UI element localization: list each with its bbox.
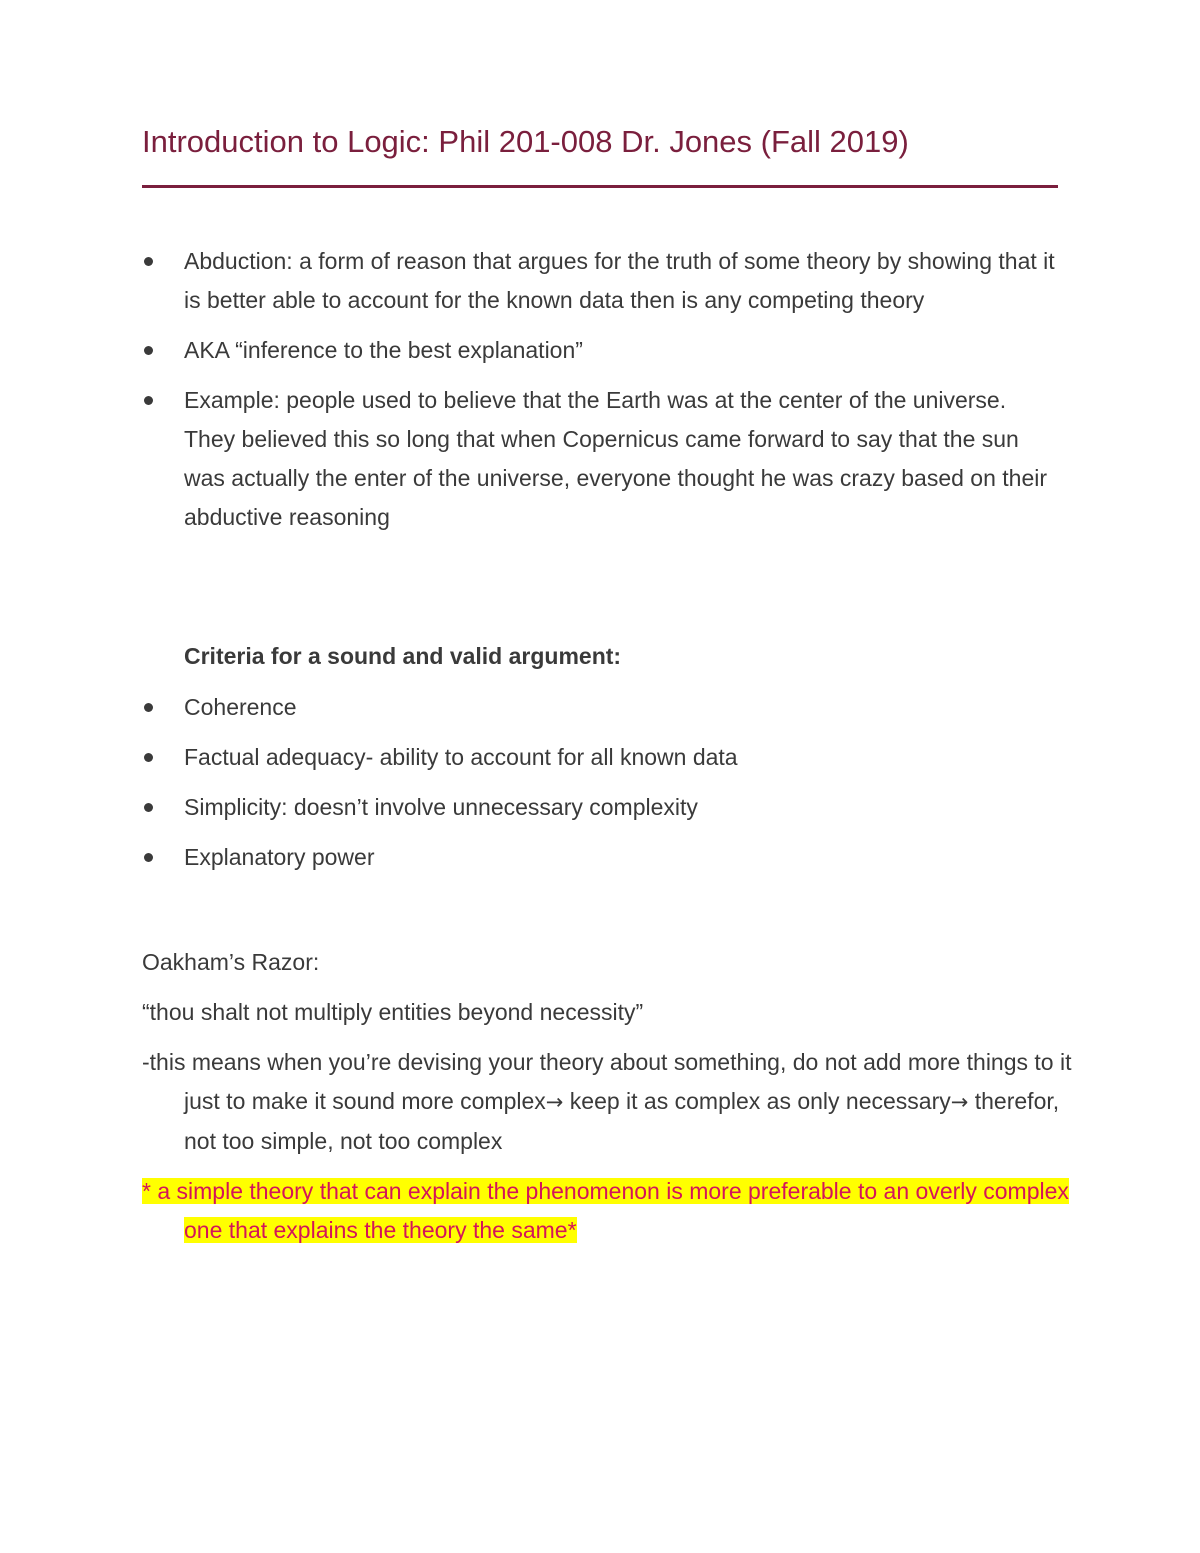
list-item	[142, 331, 1062, 370]
bullet-dot-icon	[144, 346, 153, 355]
bullet-dot-icon	[144, 703, 153, 712]
document-title: Introduction to Logic: Phil 201-008 Dr. Jones (Fall 2019)	[142, 124, 909, 159]
list-item	[142, 688, 1062, 727]
bullet-dot-icon	[144, 257, 153, 266]
razor-quote: “thou shalt not multiply entities beyond necessity”	[142, 999, 644, 1025]
highlighted-note-line	[142, 1172, 1072, 1250]
razor-explanation-part2: keep it as complex as only necessary	[563, 1088, 951, 1114]
bullet-dot-icon	[144, 753, 153, 762]
right-arrow-icon: →	[545, 1090, 564, 1114]
list-item	[142, 242, 1062, 320]
list-item	[142, 738, 1062, 777]
right-arrow-icon: →	[950, 1090, 969, 1114]
abduction-bullet-list	[142, 242, 1062, 548]
title-underline-rule	[142, 185, 1058, 188]
razor-section	[142, 943, 1072, 1261]
bullet-text: Factual adequacy- ability to account for all known data	[184, 744, 738, 770]
criteria-heading: Criteria for a sound and valid argument:	[184, 643, 622, 669]
bullet-dot-icon	[144, 396, 153, 405]
bullet-text: Coherence	[184, 694, 297, 720]
list-item	[142, 381, 1062, 537]
bullet-text: Example: people used to believe that the Earth was at the center of the universe. They believed this so long that when Copernicus came forward to say that the sun was actually the enter of the universe, everyone thought he was crazy based on their abductive reasoning	[184, 387, 1048, 530]
bullet-dot-icon	[144, 803, 153, 812]
highlighted-note: * a simple theory that can explain the phenomenon is more preferable to an overly complex one that explains the theory the same*	[142, 1178, 1069, 1243]
list-item	[142, 838, 1062, 877]
razor-explanation-part1: -this means when you’re devising your theory about something, do not add more things to it just to make it sound more complex	[142, 1049, 1072, 1114]
bullet-text: Simplicity: doesn’t involve unnecessary complexity	[184, 794, 698, 820]
razor-explanation-part3: therefor, not too simple, not too complex	[184, 1088, 1060, 1154]
bullet-text: Explanatory power	[184, 844, 375, 870]
criteria-bullet-list	[142, 688, 1062, 888]
razor-explanation	[142, 1043, 1072, 1161]
bullet-text: Abduction: a form of reason that argues for the truth of some theory by showing that it is better able to account for the known data then is any competing theory	[184, 248, 1055, 313]
bullet-dot-icon	[144, 853, 153, 862]
list-item	[142, 788, 1062, 827]
bullet-text: AKA “inference to the best explanation”	[184, 337, 583, 363]
razor-heading: Oakham’s Razor:	[142, 949, 320, 975]
